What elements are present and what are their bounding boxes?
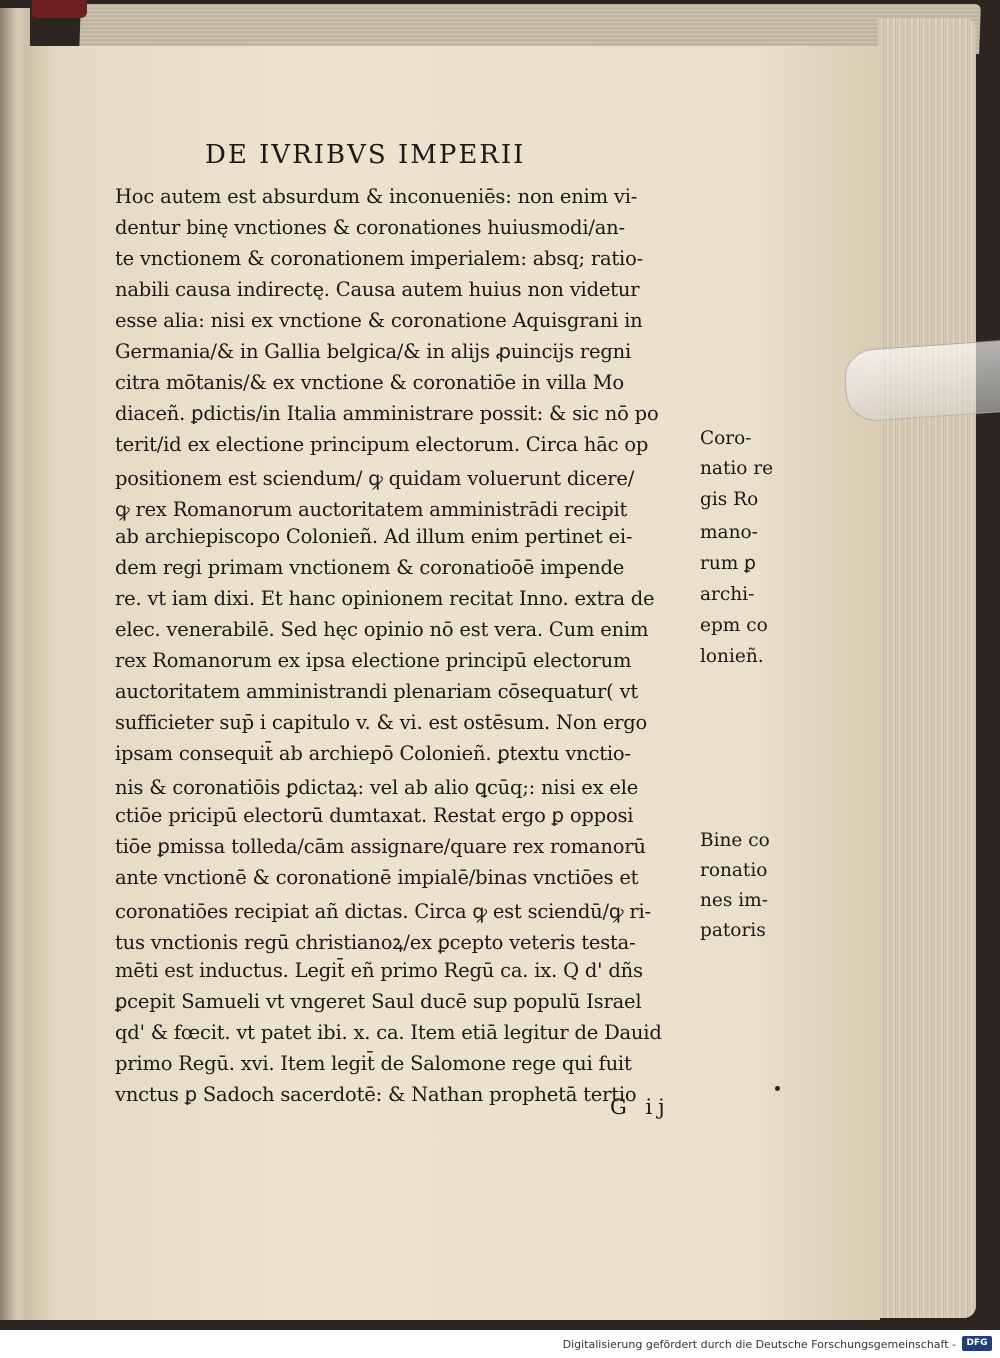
text-line: Germania/& in Gallia belgica/& in alijs ꝓuincijs regni — [115, 339, 632, 363]
margin-note-line: Coro- — [700, 428, 752, 449]
text-line: nabili causa indirectę. Causa autem huius non videtur — [115, 277, 640, 301]
margin-note-line: ronatio — [700, 860, 768, 881]
binding-tab — [32, 0, 87, 18]
text-line: ꝙ rex Romanorum auctoritatem amministrādi recipit — [115, 497, 628, 521]
margin-note-line: lonieñ. — [700, 646, 764, 667]
text-line: te vnctionem & coronationem imperialem: absq; ratio- — [115, 246, 644, 270]
text-line: tus vnctionis regū christianoꝝ/ex ꝑcepto veteris testa- — [115, 930, 636, 954]
text-line: vnctus ꝑ Sadoch sacerdotē: & Nathan prophetā tertio — [115, 1082, 637, 1106]
text-line: ipsam consequit̄ ab archiepō Colonieñ. ꝑtextu vnctio- — [115, 742, 631, 766]
ink-dot — [775, 1086, 780, 1091]
text-line: ctiōe pricipū electorū dumtaxat. Restat ergo ꝑ opposi — [115, 804, 634, 827]
signature-mark: G ij — [610, 1095, 671, 1119]
margin-note-line: natio re — [700, 458, 774, 479]
text-line: dem regi primam vnctionem & coronatioōē impende — [115, 556, 625, 580]
page-clip-bookmark — [843, 339, 1000, 423]
text-line: mēti est inductus. Legit̄ eñ primo Regū ca. ix. Q d' dñs — [115, 958, 643, 982]
text-line: coronatiōes recipiat añ dictas. Circa ꝙ est sciendū/ꝙ ri- — [115, 899, 651, 923]
margin-note-line: rum ꝑ — [700, 553, 756, 574]
footer-bar — [0, 1330, 1000, 1358]
text-line: nis & coronatiōis ꝑdictaꝝ: vel ab alio ꝗcūq;: nisi ex ele — [115, 776, 639, 800]
margin-note-line: epm co — [700, 615, 768, 636]
text-line: positionem est sciendum/ ꝙ quidam voluerunt dicere/ — [115, 466, 635, 490]
text-line: Hoc autem est absurdum & inconueniēs: non enim vi- — [115, 185, 638, 208]
text-line: ꝑcepit Samueli vt vngeret Saul ducē sup populū Israel — [115, 989, 642, 1013]
text-line: auctoritatem amministrandi plenariam cōsequatur( vt — [115, 680, 639, 704]
footer-credit: Digitalisierung gefördert durch die Deutsche Forschungsgemeinschaft - — [562, 1338, 956, 1351]
text-line: primo Regū. xvi. Item legit̄ de Salomone rege qui fuit — [115, 1051, 632, 1075]
text-line: diaceñ. ꝑdictis/in Italia amministrare possit: & sic nō po — [115, 401, 659, 425]
running-head: DE IVRIBVS IMPERII — [205, 140, 526, 170]
margin-note-line: Bine co — [700, 830, 770, 851]
margin-note-line: nes im- — [700, 890, 768, 911]
text-line: citra mōtanis/& ex vnctione & coronatiōe in villa Mo — [115, 370, 624, 394]
margin-note-line: mano- — [700, 522, 758, 543]
text-line: esse alia: nisi ex vnctione & coronatione Aquisgrani in — [115, 308, 643, 332]
text-line: elec. venerabilē. Sed hęc opinio nō est vera. Cum enim — [115, 618, 649, 642]
margin-note-line: patoris — [700, 920, 766, 941]
text-line: tiōe ꝑmissa tolleda/cām assignare/quare rex romanorū — [115, 834, 646, 858]
dfg-logo: DFG — [962, 1336, 992, 1351]
text-line: re. vt iam dixi. Et hanc opinionem recitat Inno. extra de — [115, 587, 655, 611]
text-line: dentur binę vnctiones & coronationes huiusmodi/an- — [115, 215, 625, 239]
margin-note-line: gis Ro — [700, 489, 759, 510]
text-line: sufficieter sup̄ i capitulo v. & vi. est ostēsum. Non ergo — [115, 711, 648, 735]
text-line: ante vnctionē & coronationē impialē/binas vnctiōes et — [115, 865, 639, 889]
book-fore-edge — [878, 18, 976, 1318]
margin-note-line: archi- — [700, 584, 755, 605]
text-line: rex Romanorum ex ipsa electione principū electorum — [115, 649, 632, 673]
text-line: qd' & fœcit. vt patet ibi. x. ca. Item etiā legitur de Dauid — [115, 1020, 662, 1044]
text-line: terit/id ex electione principum electorum. Circa hāc op — [115, 432, 649, 456]
text-line: ab archiepiscopo Colonieñ. Ad illum enim pertinet ei- — [115, 525, 633, 549]
